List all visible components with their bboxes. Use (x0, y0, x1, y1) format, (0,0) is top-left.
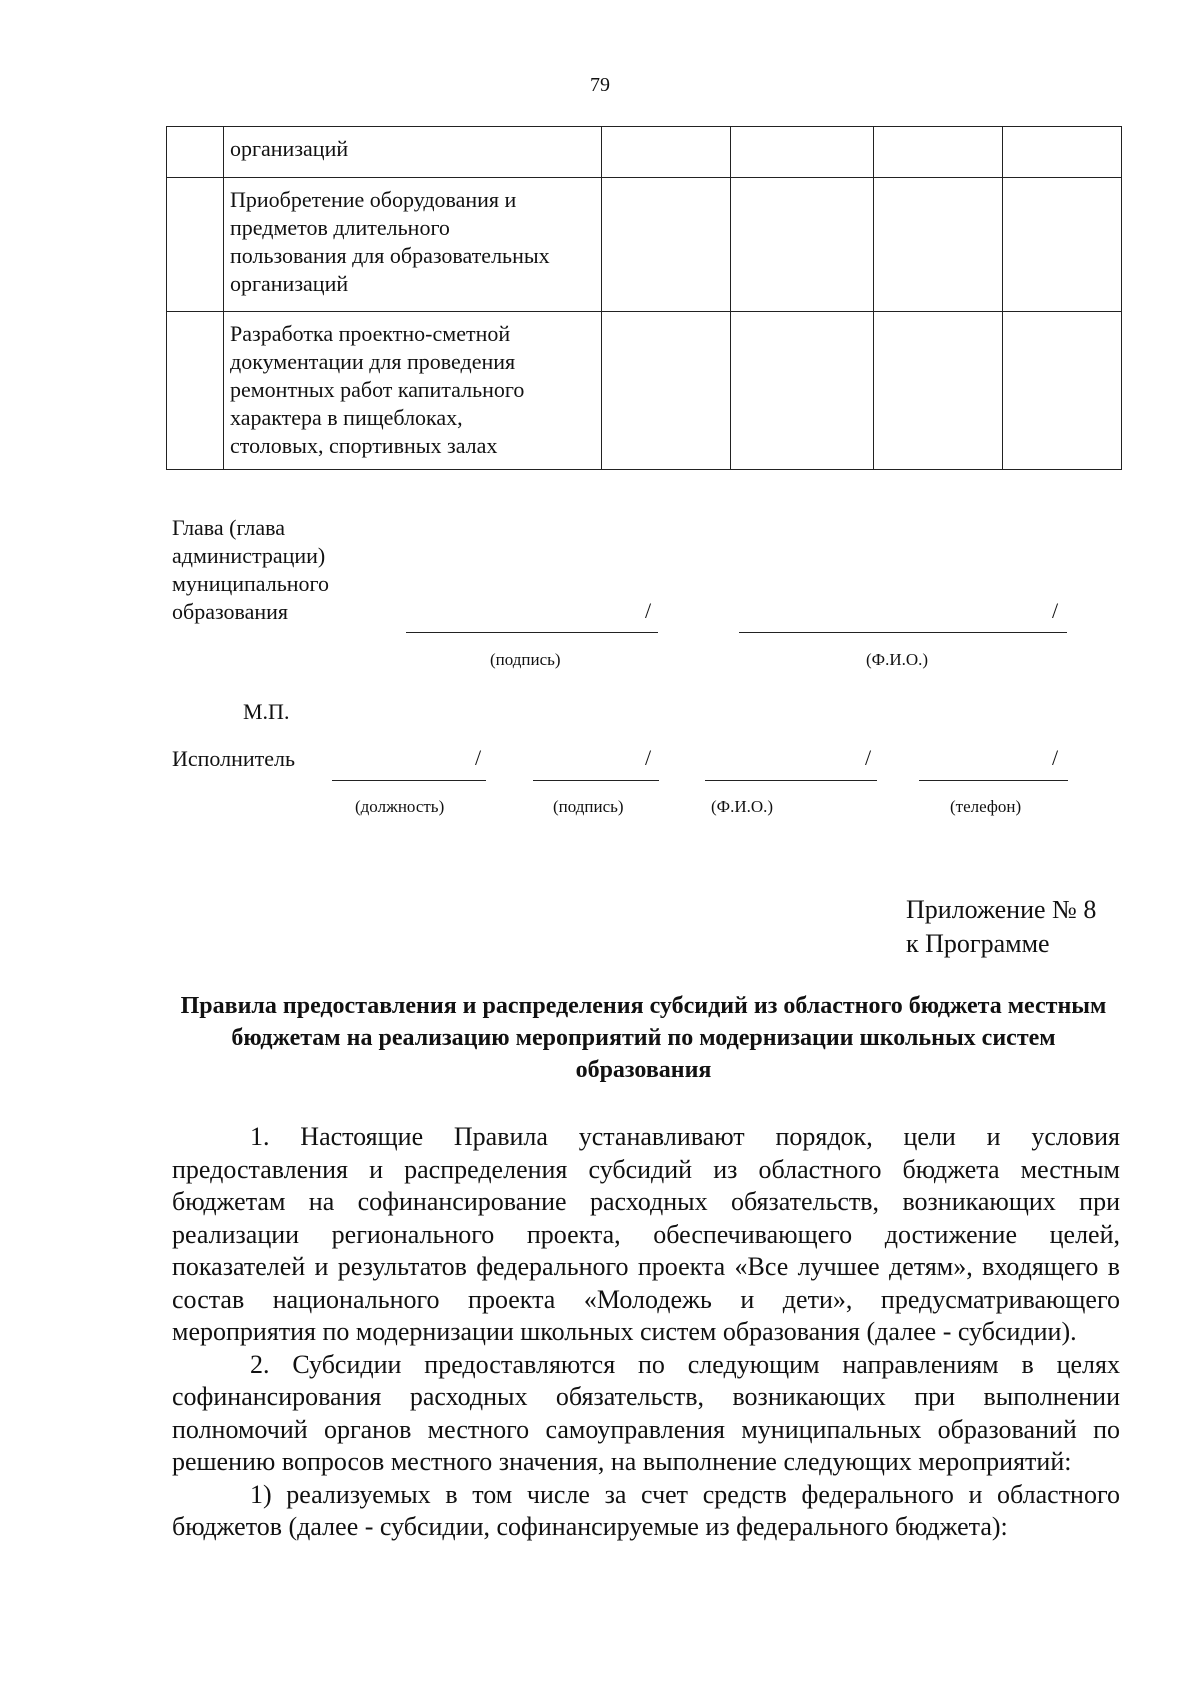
slash: / (645, 745, 652, 770)
table-row (167, 312, 1122, 470)
slash: / (645, 598, 652, 623)
table-cell (1003, 312, 1122, 470)
caption-fio: (Ф.И.О.) (866, 650, 929, 669)
caption-fio: (Ф.И.О.) (711, 797, 774, 816)
caption-signature: (подпись) (553, 797, 624, 816)
document-title: Правила предоставления и распределения субсидий из областного бюджета местным бюджетам на реализацию мероприятий по модернизации школьных систем образования (180, 993, 1107, 1083)
table-cell (224, 127, 602, 178)
table-row (167, 127, 1122, 178)
table-cell (167, 312, 224, 470)
slash: / (865, 745, 872, 770)
table-cell (224, 312, 602, 470)
appendix-ref: к Программе (906, 929, 1050, 958)
caption-phone: (телефон) (950, 797, 1022, 816)
table-cell (1003, 127, 1122, 178)
appendix-number: Приложение № 8 (906, 895, 1097, 924)
executor-label: Исполнитель (172, 746, 296, 771)
paragraph: 1) реализуемых в том числе за счет средств федерального и областного бюджетов (далее - субсидии, софинансируемые из федерального бюджета): (172, 1479, 1120, 1541)
appendix-block (906, 893, 1096, 961)
body-text (172, 1121, 1120, 1544)
table-cell (1003, 178, 1122, 312)
table-cell (874, 178, 1003, 312)
slash: / (475, 745, 482, 770)
slash: / (1052, 598, 1059, 623)
head-label: Глава (глава администрации) муниципального образования (172, 515, 330, 624)
table-cell (167, 178, 224, 312)
table-cell (874, 312, 1003, 470)
paragraph: 2. Субсидии предоставляются по следующим направлениям в целях софинансирования расходных обязательств, возникающих при выполнении полномочий органов местного самоуправления муниципальных образований по решению вопросов местного значения, на выполнение следующих мероприятий: (172, 1349, 1120, 1476)
table-cell (731, 178, 874, 312)
table-cell (731, 127, 874, 178)
row-text: Разработка проектно-сметной документации для проведения ремонтных работ капитального характера в пищеблоках, столовых, спортивных залах (230, 321, 525, 458)
table-cell (602, 312, 731, 470)
funding-table (166, 126, 1122, 470)
table-cell (602, 127, 731, 178)
row-text: Приобретение оборудования и предметов длительного пользования для образовательных организаций (230, 187, 550, 296)
phone-line (919, 780, 1068, 781)
table-cell (731, 312, 874, 470)
signature-line (406, 632, 658, 633)
fio-line (705, 780, 877, 781)
caption-position: (должность) (355, 797, 445, 816)
position-line (332, 780, 486, 781)
stamp-label: М.П. (243, 699, 290, 724)
table-cell (224, 178, 602, 312)
fio-line (739, 632, 1067, 633)
slash: / (1052, 745, 1059, 770)
table-row (167, 178, 1122, 312)
table-cell (874, 127, 1003, 178)
table-cell (602, 178, 731, 312)
caption-signature: (подпись) (490, 650, 561, 669)
table-cell (167, 127, 224, 178)
paragraph: 1. Настоящие Правила устанавливают порядок, цели и условия предоставления и распределения субсидий из областного бюджета местным бюджетам на софинансирование расходных обязательств, возникающих при реализации регионального проекта, обеспечивающего достижение целей, показателей и результатов федерального проекта «Все лучшее детям», входящего в состав национального проекта «Молодежь и дети», предусматривающего мероприятия по модернизации школьных систем образования (далее - субсидии). (172, 1122, 1120, 1346)
page-number: 79 (590, 74, 610, 96)
row-text: организаций (230, 136, 349, 161)
signature-line (533, 780, 659, 781)
